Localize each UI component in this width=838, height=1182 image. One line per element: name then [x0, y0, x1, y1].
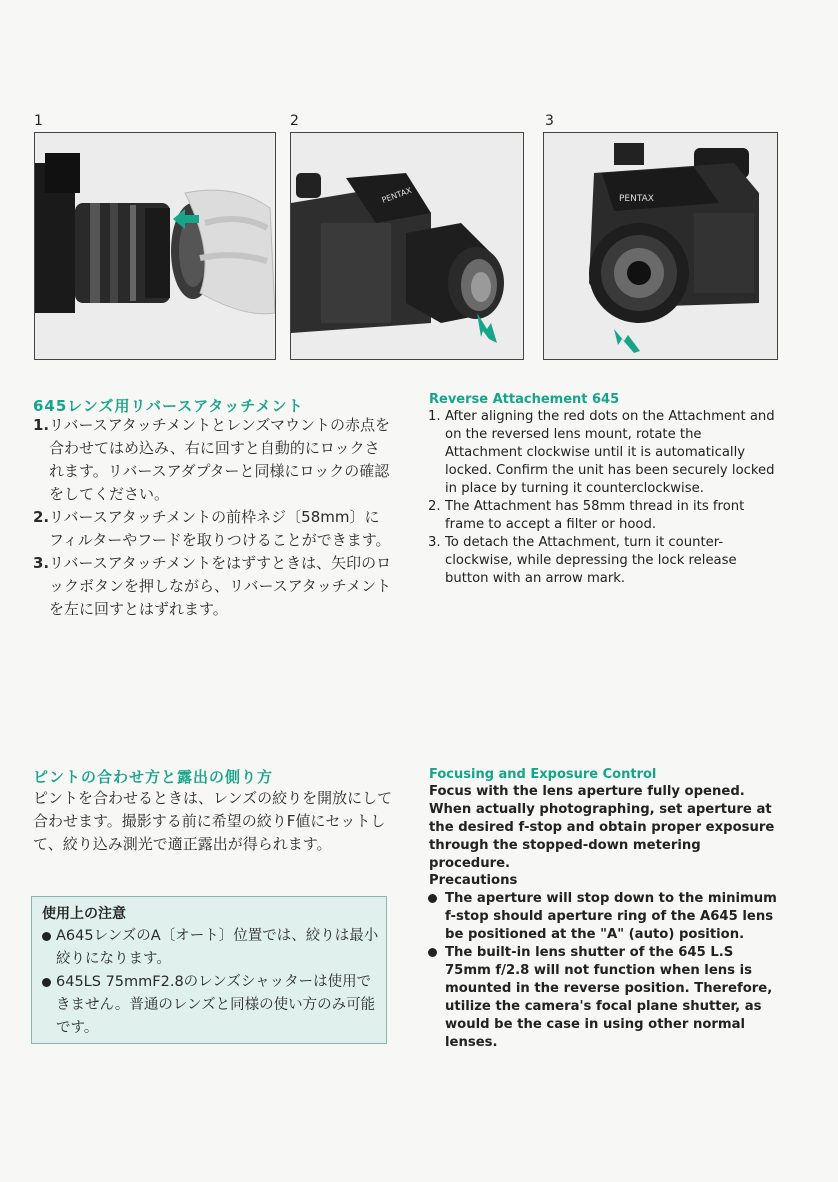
bullet-icon: [428, 894, 437, 903]
en-precautions-list: [428, 890, 783, 1052]
list-item: [428, 944, 783, 1052]
bullet-icon: [42, 978, 51, 987]
list-item: [33, 506, 393, 552]
en-precautions-title: Precautions: [429, 873, 518, 888]
figure-2-photo: [290, 132, 524, 360]
item-text: 645LS 75mmF2.8のレンズシャッターは使用できません。普通のレンズと同様の使い方のみ可能です。: [56, 974, 376, 1036]
bullet-icon: [428, 948, 437, 957]
figure-2-brand-text: PENTAX: [380, 185, 413, 205]
jp-notes-title: 使用上の注意: [42, 906, 126, 922]
item-text: The Attachment has 58mm thread in its front frame to accept a filter or hood.: [445, 499, 745, 532]
figure-3-brand-text: PENTAX: [619, 194, 654, 204]
item-number: 3.: [33, 554, 50, 572]
item-text: The aperture will stop down to the minimum f-stop should aperture ring of the A645 lens be positioned at the "A" (auto) position.: [445, 891, 777, 942]
list-item: [428, 498, 783, 534]
item-number: 1.: [428, 409, 441, 424]
figure-3-photo: [543, 132, 778, 360]
list-item: [428, 408, 783, 498]
en-reverse-title: Reverse Attachement 645: [429, 392, 620, 407]
jp-focus-title: ピントの合わせ方と露出の側り方: [33, 768, 274, 786]
jp-notes-list: [42, 925, 380, 1040]
figure-1-photo: [34, 132, 276, 360]
item-number: 3.: [428, 535, 441, 550]
item-text: リバースアタッチメントとレンズマウントの赤点を合わせてはめ込み、右に回すと自動的にロックされます。リバースアダプターと同様にロックの確認をしてください。: [49, 416, 391, 503]
item-text: To detach the Attachment, turn it counter-clockwise, while depressing the lock release button with an arrow mark.: [445, 535, 737, 586]
list-item: [33, 414, 393, 506]
figure-3-number: 3: [545, 113, 554, 129]
item-text: A645レンズのA〔オート〕位置では、絞りは最小絞りになります。: [56, 928, 379, 967]
jp-reverse-list: [33, 414, 393, 621]
list-item: [428, 890, 783, 944]
item-number: 2.: [428, 499, 441, 514]
list-item: [428, 534, 783, 588]
en-reverse-list: [428, 408, 783, 588]
item-text: The built-in lens shutter of the 645 L.S 75mm f/2.8 will not function when lens is mounted in the reverse position. Therefore, utilize the camera's focal plane shutter, as would be the case in using other normal lenses.: [445, 945, 773, 1050]
figure-1-number: 1: [34, 113, 43, 129]
item-text: After aligning the red dots on the Attachment and on the reversed lens mount, rotate the Attachment clockwise until it is automatically locked. Confirm the unit has been securely locked in place by turning it counterclockwise.: [445, 409, 775, 496]
item-number: 1.: [33, 416, 50, 434]
item-number: 2.: [33, 508, 50, 526]
list-item: [42, 925, 380, 971]
bullet-icon: [42, 932, 51, 941]
item-text: リバースアタッチメントの前枠ネジ〔58mm〕にフィルターやフードを取りつけることができます。: [49, 508, 391, 549]
jp-focus-text: ピントを合わせるときは、レンズの絞りを開放にして合わせます。撮影する前に希望の絞りF値にセットして、絞り込み測光で適正露出が得られます。: [33, 789, 393, 853]
list-item: [33, 552, 393, 621]
jp-notes-box: [31, 896, 387, 1044]
en-focus-title: Focusing and Exposure Control: [429, 767, 657, 782]
list-item: [42, 971, 380, 1040]
jp-reverse-title: 645レンズ用リバースアタッチメント: [33, 397, 304, 415]
en-focus-text: Focus with the lens aperture fully opened. When actually photographing, set aperture at the desired f-stop and obtain proper exposure through the stopped-down metering procedure.: [429, 784, 775, 871]
figure-2-number: 2: [290, 113, 299, 129]
item-text: リバースアタッチメントをはずすときは、矢印のロックボタンを押しながら、リバースアタッチメントを左に回すとはずれます。: [49, 554, 392, 618]
